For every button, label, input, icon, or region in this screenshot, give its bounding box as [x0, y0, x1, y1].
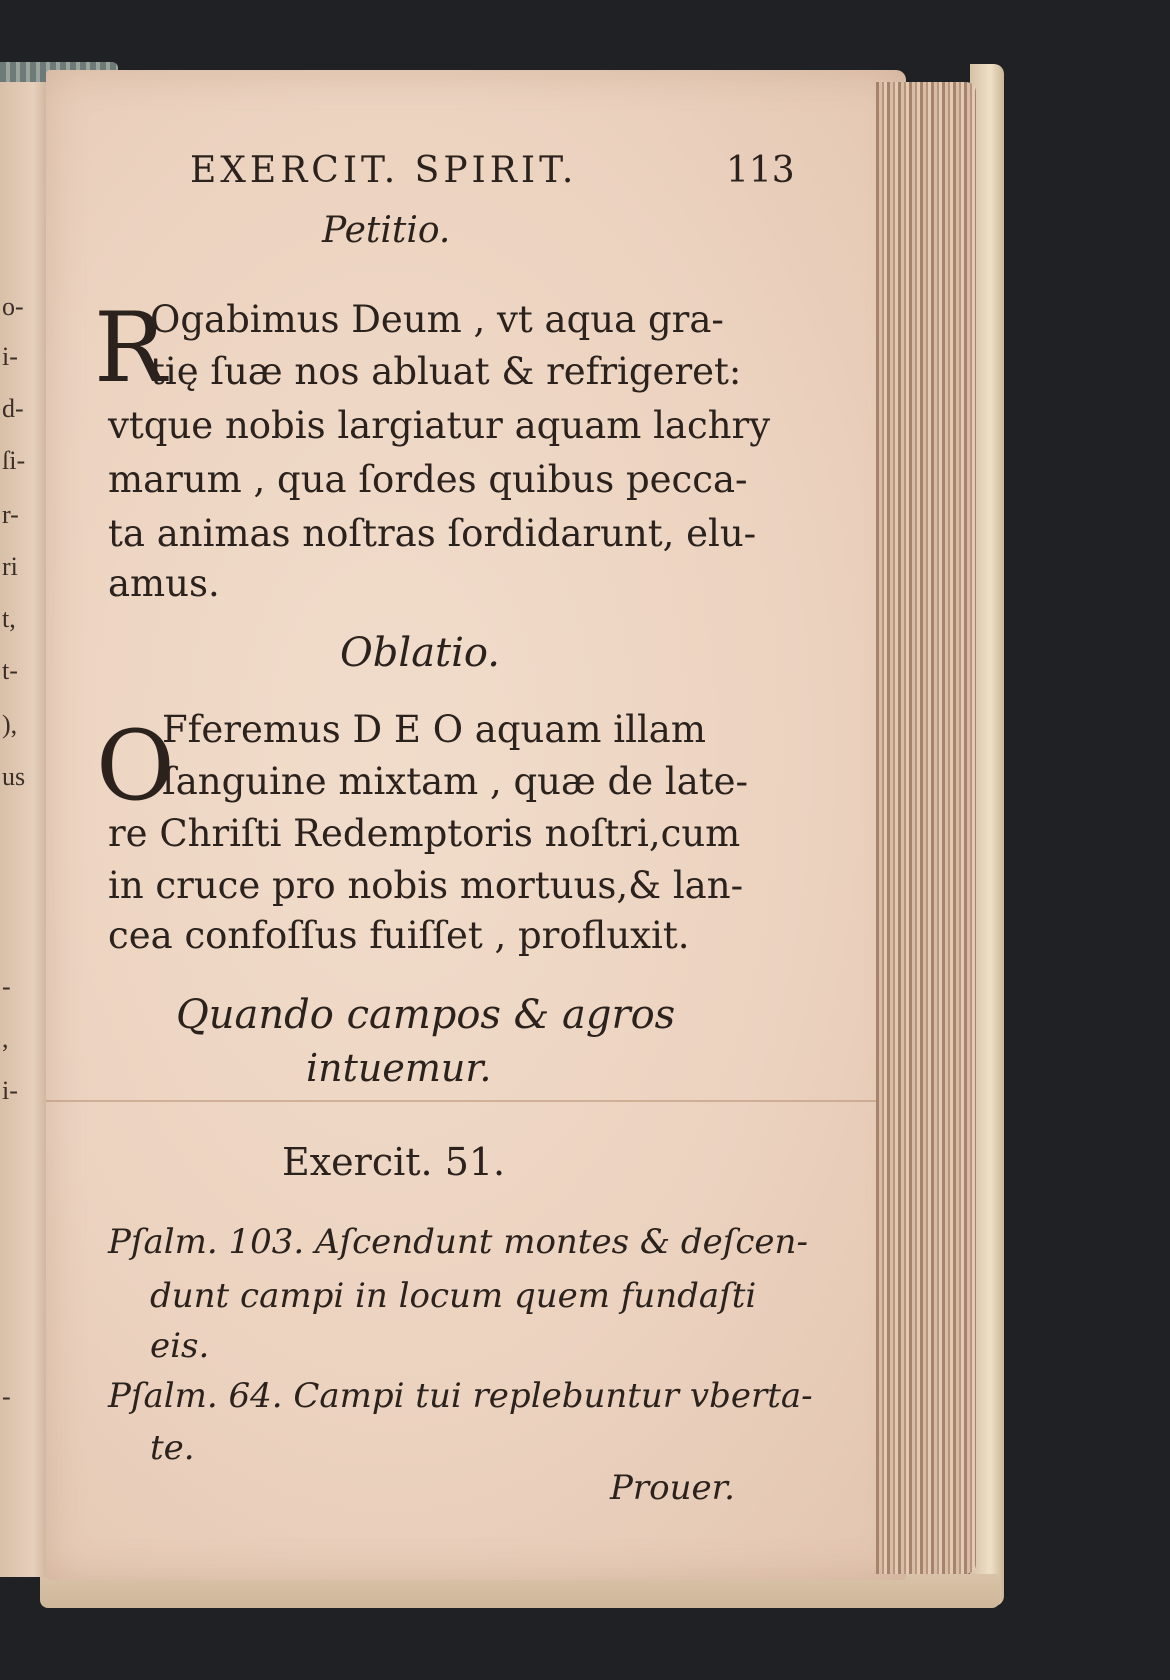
- fragment: t,: [2, 604, 16, 633]
- catchword: Prouer.: [610, 1468, 735, 1508]
- running-head: EXERCIT. SPIRIT.: [190, 150, 578, 191]
- psalm-line: dunt campi in locum quem fundaſti: [150, 1276, 757, 1316]
- fragment: us: [2, 762, 26, 791]
- heading-petitio: Petitio.: [322, 210, 451, 251]
- fragment: t-: [2, 656, 18, 685]
- text-line: tię ſuæ nos abluat & refrigeret:: [150, 350, 742, 393]
- text-line: amus.: [108, 562, 220, 605]
- fragment: ,: [2, 1024, 9, 1053]
- fragment: o-: [2, 292, 24, 321]
- drop-cap-r: R: [94, 292, 167, 404]
- page-fold-crease: [46, 1100, 906, 1102]
- psalm-line: Pſalm. 64. Campi tui replebuntur vberta-: [108, 1376, 813, 1416]
- text-line: Fferemus D E O aquam illam: [162, 708, 706, 751]
- fragment: r-: [2, 500, 19, 529]
- text-line: in cruce pro nobis mortuus,& lan-: [108, 864, 744, 907]
- text-line: ta animas noſtras ſordidarunt, elu-: [108, 512, 757, 555]
- text-line: vtque nobis largiatur aquam lachry: [108, 404, 771, 447]
- text-line: cea confoſſus fuiſſet , profluxit.: [108, 914, 690, 957]
- drop-cap-o: O: [96, 710, 175, 822]
- fragment: ),: [2, 710, 18, 739]
- heading-quando-line1: Quando campos & agros: [176, 992, 676, 1038]
- psalm-line: te.: [150, 1428, 195, 1468]
- fragment: i-: [2, 342, 18, 371]
- page-edges: [876, 82, 976, 1574]
- text-line: ſanguine mixtam , quæ de late-: [162, 760, 749, 803]
- exercise-number: Exercit. 51.: [282, 1140, 506, 1184]
- previous-page-fragments: [2, 82, 46, 1577]
- heading-quando-line2: intuemur.: [306, 1046, 492, 1090]
- psalm-line: Pſalm. 103. Aſcendunt montes & deſcen-: [108, 1222, 808, 1262]
- fragment: ri: [2, 552, 18, 581]
- fragment: i-: [2, 1076, 18, 1105]
- fragment: -: [2, 1382, 11, 1411]
- text-line: Ogabimus Deum , vt aqua gra-: [150, 298, 724, 341]
- text-line: re Chriſti Redemptoris noſtri,cum: [108, 812, 741, 855]
- previous-page-strip: [0, 82, 50, 1577]
- fragment: ſi-: [2, 446, 26, 475]
- heading-oblatio: Oblatio.: [340, 630, 500, 676]
- fragment: d-: [2, 394, 24, 423]
- page-number: 113: [726, 150, 795, 191]
- psalm-line: eis.: [150, 1326, 210, 1366]
- text-line: marum , qua ſordes quibus pecca-: [108, 458, 748, 501]
- fragment: -: [2, 972, 11, 1001]
